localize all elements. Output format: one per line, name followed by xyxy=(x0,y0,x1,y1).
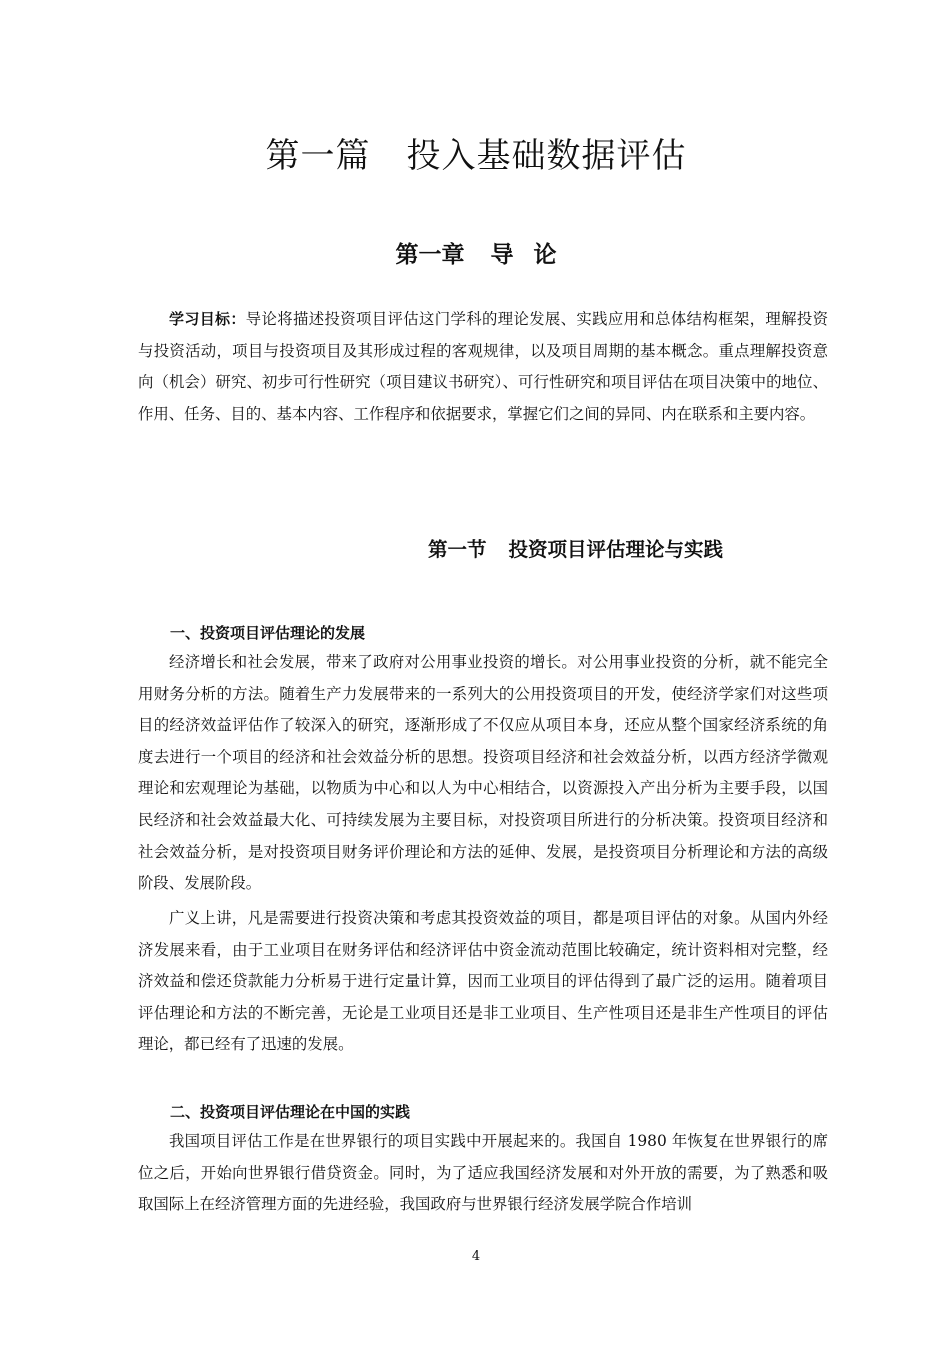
learning-objectives-paragraph xyxy=(138,304,828,430)
chapter-title xyxy=(0,236,952,269)
section-title xyxy=(428,534,723,562)
part-text: 投入基础数据评估 xyxy=(406,136,687,176)
learning-objectives-text: 导论将描述投资项目评估这门学科的理论发展、实践应用和总体结构框架，理解投资与投资活动，项目与投资项目及其形成过程的客观规律，以及项目周期的基本概念。重点理解投资意向（机会）研究、初步可行性研究（项目建议书研究）、可行性研究和项目评估在项目决策中的地位、作用、任务、目的、基本内容、工作程序和依据要求，掌握它们之间的异同、内在联系和主要内容。 xyxy=(138,310,828,423)
section-label: 第一节 xyxy=(428,538,487,561)
subsection-1-paragraph-2: 广义上讲，凡是需要进行投资决策和考虑其投资效益的项目，都是项目评估的对象。从国内外经济发展来看，由于工业项目在财务评估和经济评估中资金流动范围比较确定，统计资料相对完整，经济效益和偿还贷款能力分析易于进行定量计算，因而工业项目的评估得到了最广泛的运用。随着项目评估理论和方法的不断完善，无论是工业项目还是非工业项目、生产性项目还是非生产性项目的评估理论，都已经有了迅速的发展。 xyxy=(138,909,828,1054)
part-label: 第一篇 xyxy=(265,136,371,176)
subsection-1-heading: 一、投资项目评估理论的发展 xyxy=(170,624,366,642)
page-number: 4 xyxy=(471,1249,481,1264)
subsection-2-paragraph-1: 我国项目评估工作是在世界银行的项目实践中开展起来的。我国自 1980 年恢复在世界银行的席位之后，开始向世界银行借贷资金。同时，为了适应我国经济发展和对外开放的需要，为了熟悉和吸取国际上在经济管理方面的先进经验，我国政府与世界银行经济发展学院合作培训 xyxy=(138,1132,828,1214)
chapter-text-2: 论 xyxy=(533,242,557,268)
chapter-label: 第一章 xyxy=(395,242,465,268)
chapter-text-1: 导 xyxy=(490,242,514,268)
section-text: 投资项目评估理论与实践 xyxy=(508,538,724,561)
part-title xyxy=(0,128,952,177)
subsection-1-paragraph-1: 经济增长和社会发展，带来了政府对公用事业投资的增长。对公用事业投资的分析，就不能完全用财务分析的方法。随着生产力发展带来的一系列大的公用投资项目的开发，使经济学家们对这些项目的经济效益评估作了较深入的研究，逐渐形成了不仅应从项目本身，还应从整个国家经济系统的角度去进行一个项目的经济和社会效益分析的思想。投资项目经济和社会效益分析，以西方经济学微观理论和宏观理论为基础，以物质为中心和以人为中心相结合，以资源投入产出分析为主要手段，以国民经济和社会效益最大化、可持续发展为主要目标，对投资项目所进行的分析决策。投资项目经济和社会效益分析，是对投资项目财务评价理论和方法的延伸、发展，是投资项目分析理论和方法的高级阶段、发展阶段。 xyxy=(138,653,828,893)
subsection-2-heading: 二、投资项目评估理论在中国的实践 xyxy=(170,1103,411,1121)
learning-objectives-lead: 学习目标： xyxy=(169,310,246,328)
